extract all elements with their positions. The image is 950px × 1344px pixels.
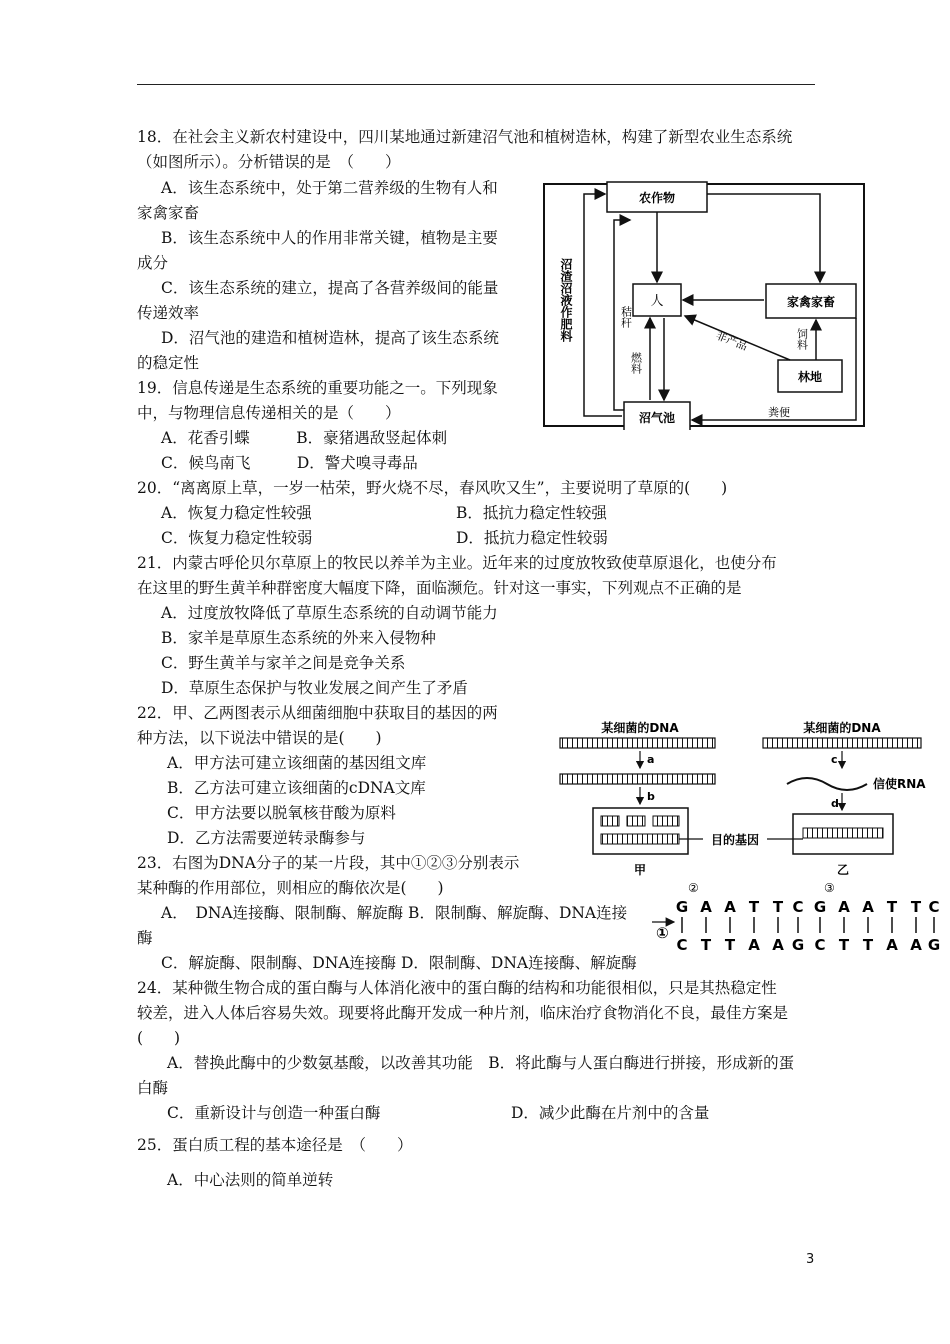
q18-option-a-1: A．该生态系统中，处于第二营养级的生物有人和 xyxy=(161,179,498,197)
q24-options-ab-2: 白酶 xyxy=(137,1079,169,1097)
q21-option-d: D．草原生态保护与牧业发展之间产生了矛盾 xyxy=(161,679,468,697)
q23-stem-2: 某种酶的作用部位，则相应的酶依次是( ) xyxy=(137,879,444,897)
base-top-8: A xyxy=(862,898,874,916)
fuel-label: 燃料 xyxy=(629,352,643,374)
header-rule xyxy=(137,84,815,85)
left-dna-strand xyxy=(560,738,715,748)
base-top-0: G xyxy=(675,898,689,916)
base-bottom-3: A xyxy=(748,936,760,954)
q24-option-d: D．减少此酶在片剂中的含量 xyxy=(511,1104,710,1122)
step-a: a xyxy=(647,753,655,766)
q24-stem-1: 24．某种微生物合成的蛋白酶与人体消化液中的蛋白酶的结构和功能很相似，只是其热稳定性 xyxy=(137,979,777,997)
base-bottom-8: T xyxy=(862,936,874,954)
q24-stem-2: 较差，进入人体后容易失效。现要将此酶开发成一种片剂，临床治疗食物消化不良，最佳方案是 xyxy=(137,1004,789,1022)
mrna-label: 信使RNA xyxy=(873,777,926,791)
q22-stem-2: 种方法，以下说法中错误的是( ) xyxy=(137,729,382,747)
site-marker-1: ① xyxy=(656,924,669,942)
left-dna-label: 某细菌的DNA xyxy=(601,721,679,735)
base-top-7: A xyxy=(838,898,850,916)
base-top-4: T xyxy=(772,898,784,916)
base-top-5: C xyxy=(792,898,804,916)
right-dna-strand xyxy=(763,738,921,748)
q22-option-b: B．乙方法可建立该细菌的cDNA文库 xyxy=(167,779,426,797)
q25-option-a: A．中心法则的简单逆转 xyxy=(167,1171,334,1189)
left-vector-box xyxy=(593,808,688,854)
q20-option-b: B．抵抗力稳定性较强 xyxy=(456,504,607,522)
forest-label: 林地 xyxy=(797,370,823,384)
base-bottom-4: A xyxy=(772,936,784,954)
q18-option-c-2: 传递效率 xyxy=(137,304,200,322)
q21-stem-2: 在这里的野生黄羊种群密度大幅度下降，面临濒危。针对这一事实，下列观点不正确的是 xyxy=(137,579,742,597)
base-top-6: G xyxy=(813,898,827,916)
q22-option-d: D．乙方法需要逆转录酶参与 xyxy=(167,829,366,847)
ecosystem-diagram xyxy=(540,180,870,430)
base-bottom-2: T xyxy=(724,936,736,954)
livestock-label: 家禽家畜 xyxy=(786,295,836,309)
base-bottom-7: T xyxy=(838,936,850,954)
site-marker-3: ③ xyxy=(824,881,835,895)
base-top-9: T xyxy=(886,898,898,916)
crops-label: 农作物 xyxy=(638,191,676,205)
q24-option-c: C．重新设计与创造一种蛋白酶 xyxy=(167,1104,381,1122)
q18-stem-1: 18．在社会主义新农村建设中，四川某地通过新建沼气池和植树造林，构建了新型农业生态系统 xyxy=(137,128,793,146)
q21-option-a: A．过度放牧降低了草原生态系统的自动调节能力 xyxy=(161,604,498,622)
target-gene-label: 目的基因 xyxy=(710,833,760,847)
q20-option-a: A．恢复力稳定性较强 xyxy=(161,504,312,522)
base-top-3: T xyxy=(748,898,760,916)
person-label: 人 xyxy=(650,294,664,309)
step-c: c xyxy=(831,753,838,766)
q22-option-a: A．甲方法可建立该细菌的基因组文库 xyxy=(167,754,427,772)
feed-label: 饲料 xyxy=(795,328,809,350)
base-bottom-6: C xyxy=(814,936,826,954)
q23-options-ab-2: 酶 xyxy=(137,929,153,947)
method-yi-label: 乙 xyxy=(836,863,850,877)
base-top-10: T xyxy=(910,898,922,916)
q20-stem: 20．“离离原上草，一岁一枯荣，野火烧不尽，春风吹又生”，主要说明了草原的( ) xyxy=(137,479,728,497)
base-pairs xyxy=(676,898,940,954)
mrna-wave xyxy=(787,778,867,790)
biogas-label: 沼气池 xyxy=(638,411,676,425)
method-jia-label: 甲 xyxy=(633,863,647,877)
base-top-11: C xyxy=(928,898,940,916)
q19-stem-1: 19．信息传递是生态系统的重要功能之一。下列现象 xyxy=(137,379,498,397)
step-b: b xyxy=(647,790,655,803)
q21-option-c: C．野生黄羊与家羊之间是竞争关系 xyxy=(161,654,406,672)
q19-options-cd: C．候鸟南飞 D．警犬嗅寻毒品 xyxy=(161,454,418,472)
q19-options-ab: A．花香引蝶 B．豪猪遇敌竖起体刺 xyxy=(161,429,448,447)
q18-option-b-2: 成分 xyxy=(137,254,169,272)
q20-option-d: D．抵抗力稳定性较弱 xyxy=(456,529,608,547)
base-top-2: A xyxy=(724,898,736,916)
site-marker-2: ② xyxy=(688,881,699,895)
base-top-1: A xyxy=(700,898,712,916)
gene-acquisition-diagram xyxy=(555,718,940,878)
q24-stem-3: ( ) xyxy=(137,1029,181,1047)
q24-options-ab-1: A．替换此酶中的少数氨基酸，以改善其功能 B．将此酶与人蛋白酶进行拼接，形成新的蛋 xyxy=(167,1054,795,1072)
straw-label: 秸秆 xyxy=(619,306,633,328)
base-bottom-9: A xyxy=(886,936,898,954)
q18-option-d-2: 的稳定性 xyxy=(137,354,200,372)
base-bottom-1: T xyxy=(700,936,712,954)
q21-stem-1: 21．内蒙古呼伦贝尔草原上的牧民以养羊为主业。近年来的过度放牧致使草原退化，也使分布 xyxy=(137,554,777,572)
step-d: d xyxy=(831,797,839,810)
q18-option-d-1: D．沼气池的建造和植树造林，提高了该生态系统 xyxy=(161,329,499,347)
base-bottom-11: G xyxy=(927,936,940,954)
q23-stem-1: 23．右图为DNA分子的某一片段，其中①②③分别表示 xyxy=(137,854,520,872)
base-bottom-0: C xyxy=(676,936,688,954)
q18-option-b-1: B．该生态系统中人的作用非常关键，植物是主要 xyxy=(161,229,498,247)
dna-sequence-figure xyxy=(648,878,940,958)
q19-stem-2: 中，与物理信息传递相关的是（ ） xyxy=(137,404,401,422)
products-label: 非产品 xyxy=(713,328,750,354)
base-bottom-10: A xyxy=(910,936,922,954)
q18-stem-2: （如图所示）。分析错误的是 （ ） xyxy=(137,153,401,171)
q25-stem: 25．蛋白质工程的基本途径是 （ ） xyxy=(137,1136,413,1154)
q20-option-c: C．恢复力稳定性较弱 xyxy=(161,529,313,547)
q22-option-c: C．甲方法要以脱氧核苷酸为原料 xyxy=(167,804,396,822)
q18-option-c-1: C．该生态系统的建立，提高了各营养级间的能量 xyxy=(161,279,499,297)
page-number: 3 xyxy=(806,1252,815,1267)
q21-option-b: B．家羊是草原生态系统的外来入侵物种 xyxy=(161,629,436,647)
q23-options-ab-1: A． DNA连接酶、限制酶、解旋酶 B．限制酶、解旋酶、DNA连接 xyxy=(161,904,628,922)
left-dna-fragments xyxy=(560,774,715,784)
q23-options-cd: C．解旋酶、限制酶、DNA连接酶 D．限制酶、DNA连接酶、解旋酶 xyxy=(161,954,637,972)
manure-label: 粪便 xyxy=(768,406,790,419)
q22-stem-1: 22．甲、乙两图表示从细菌细胞中获取目的基因的两 xyxy=(137,704,498,722)
q18-option-a-2: 家禽家畜 xyxy=(137,204,200,222)
fertilizer-label: 沼渣沼液作肥料 xyxy=(559,258,573,342)
base-bottom-5: G xyxy=(791,936,805,954)
right-dna-label: 某细菌的DNA xyxy=(803,721,881,735)
